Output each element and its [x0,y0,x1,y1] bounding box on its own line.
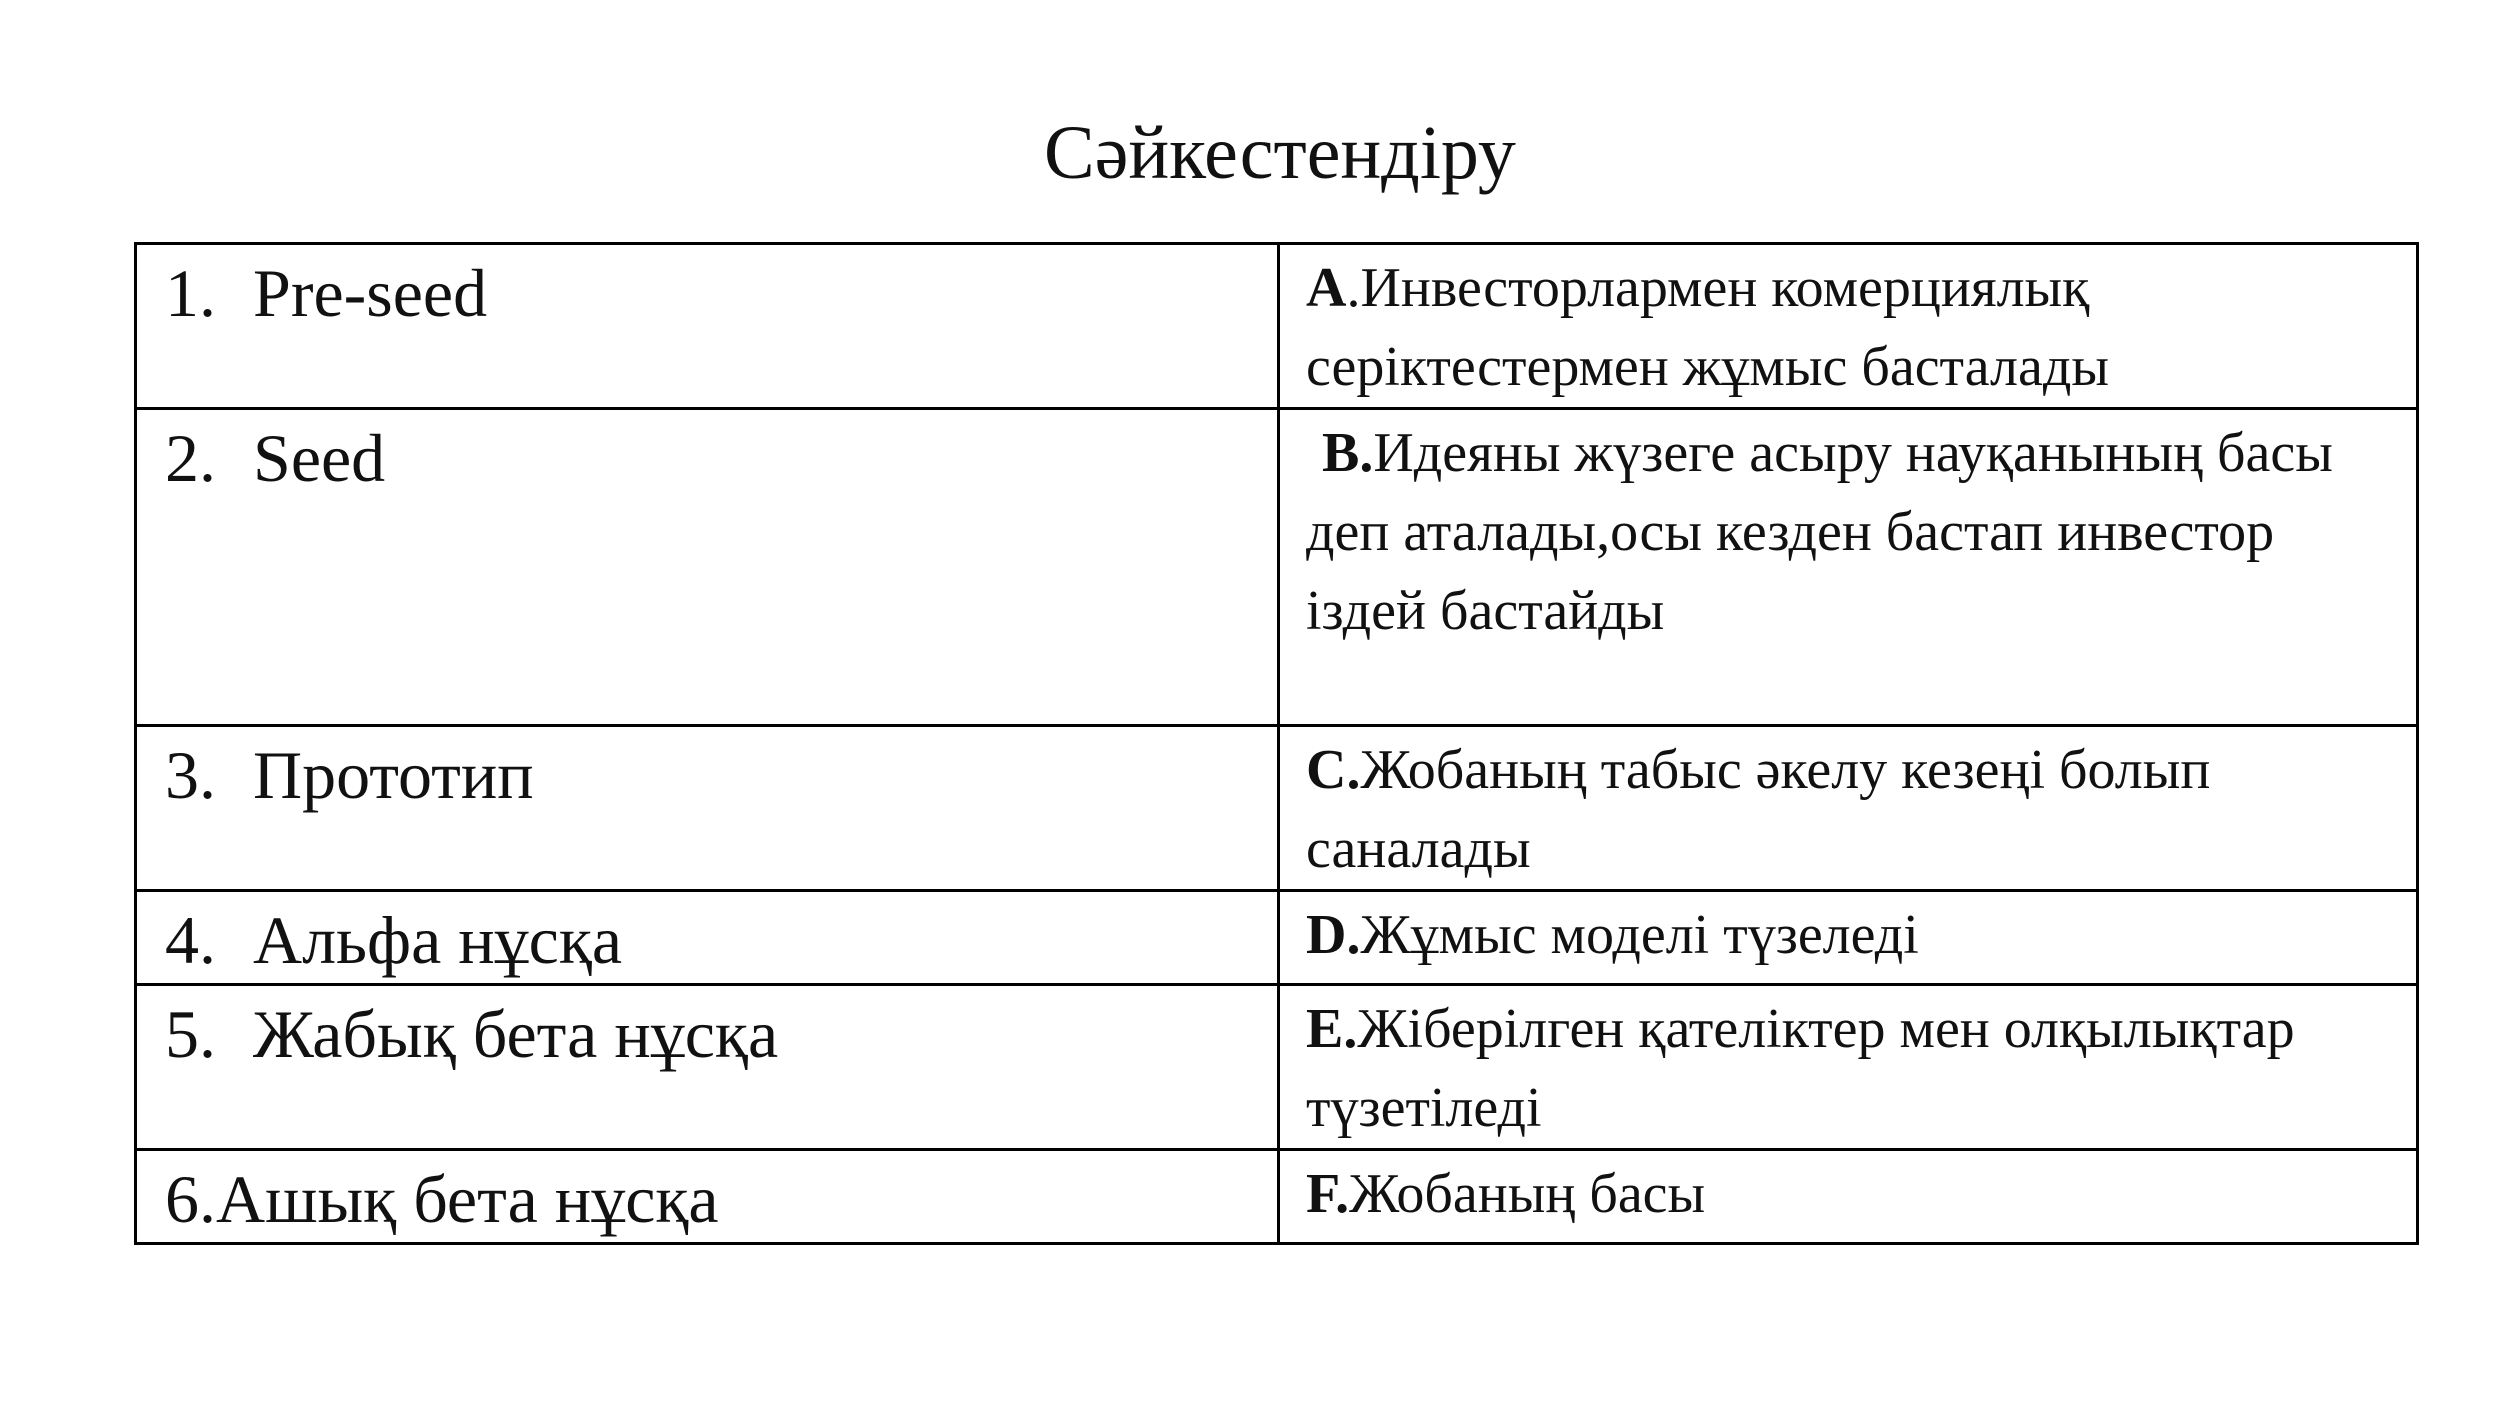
stage-cell [136,1150,1279,1244]
description-text: Инвесторлармен комерциялық серіктестермен жұмыс басталады [1306,257,2109,398]
table-row [136,985,2418,1150]
stage-cell [136,891,1279,985]
table-row [136,1150,2418,1244]
description-cell [1279,726,2418,891]
stage-name: Seed [253,420,386,496]
description-text: Жұмыс моделі түзеледі [1360,904,1919,966]
stage-name: Ашық бета нұсқа [216,1161,719,1237]
stage-name: Альфа нұсқа [253,902,623,978]
description-cell [1279,244,2418,409]
stage-number: 4. [165,902,216,978]
stage-cell [136,726,1279,891]
page-title: Сәйкестендіру [1044,111,1516,195]
stage-number: 6. [165,1161,216,1237]
stage-cell [136,409,1279,726]
description-separator: . [1346,257,1361,319]
stage-name: Жабық бета нұсқа [253,996,779,1072]
description-cell [1279,985,2418,1150]
description-text: Идеяны жүзеге асыру науқанының басы деп аталады,осы кезден бастап инвестор іздей бастайды [1306,422,2333,642]
matching-table [134,242,2419,1245]
description-letter: D. [1306,904,1361,966]
table-row [136,244,2418,409]
description-cell [1279,409,2418,726]
table-row [136,409,2418,726]
description-cell [1279,1150,2418,1244]
description-letter: E. [1306,998,1358,1060]
description-text: Жобаның басы [1349,1163,1706,1225]
table-row [136,726,2418,891]
stage-number: 2. [165,420,216,496]
stage-name: Pre-seed [253,255,488,331]
stage-name: Прототип [253,737,534,813]
stage-cell [136,985,1279,1150]
stage-cell [136,244,1279,409]
stage-number: 5. [165,996,216,1072]
description-text: Жіберілген қателіктер мен олқылықтар түзетіледі [1306,998,2295,1139]
stage-number: 1. [165,255,216,331]
description-letter: C. [1306,739,1361,801]
table-row [136,891,2418,985]
stage-number: 3. [165,737,216,813]
description-letter: F. [1306,1163,1350,1225]
description-cell [1279,891,2418,985]
description-text: Жобаның табыс әкелу кезеңі болып саналады [1306,739,2211,880]
description-letter: B. [1322,422,1374,484]
description-letter: A [1306,257,1347,319]
